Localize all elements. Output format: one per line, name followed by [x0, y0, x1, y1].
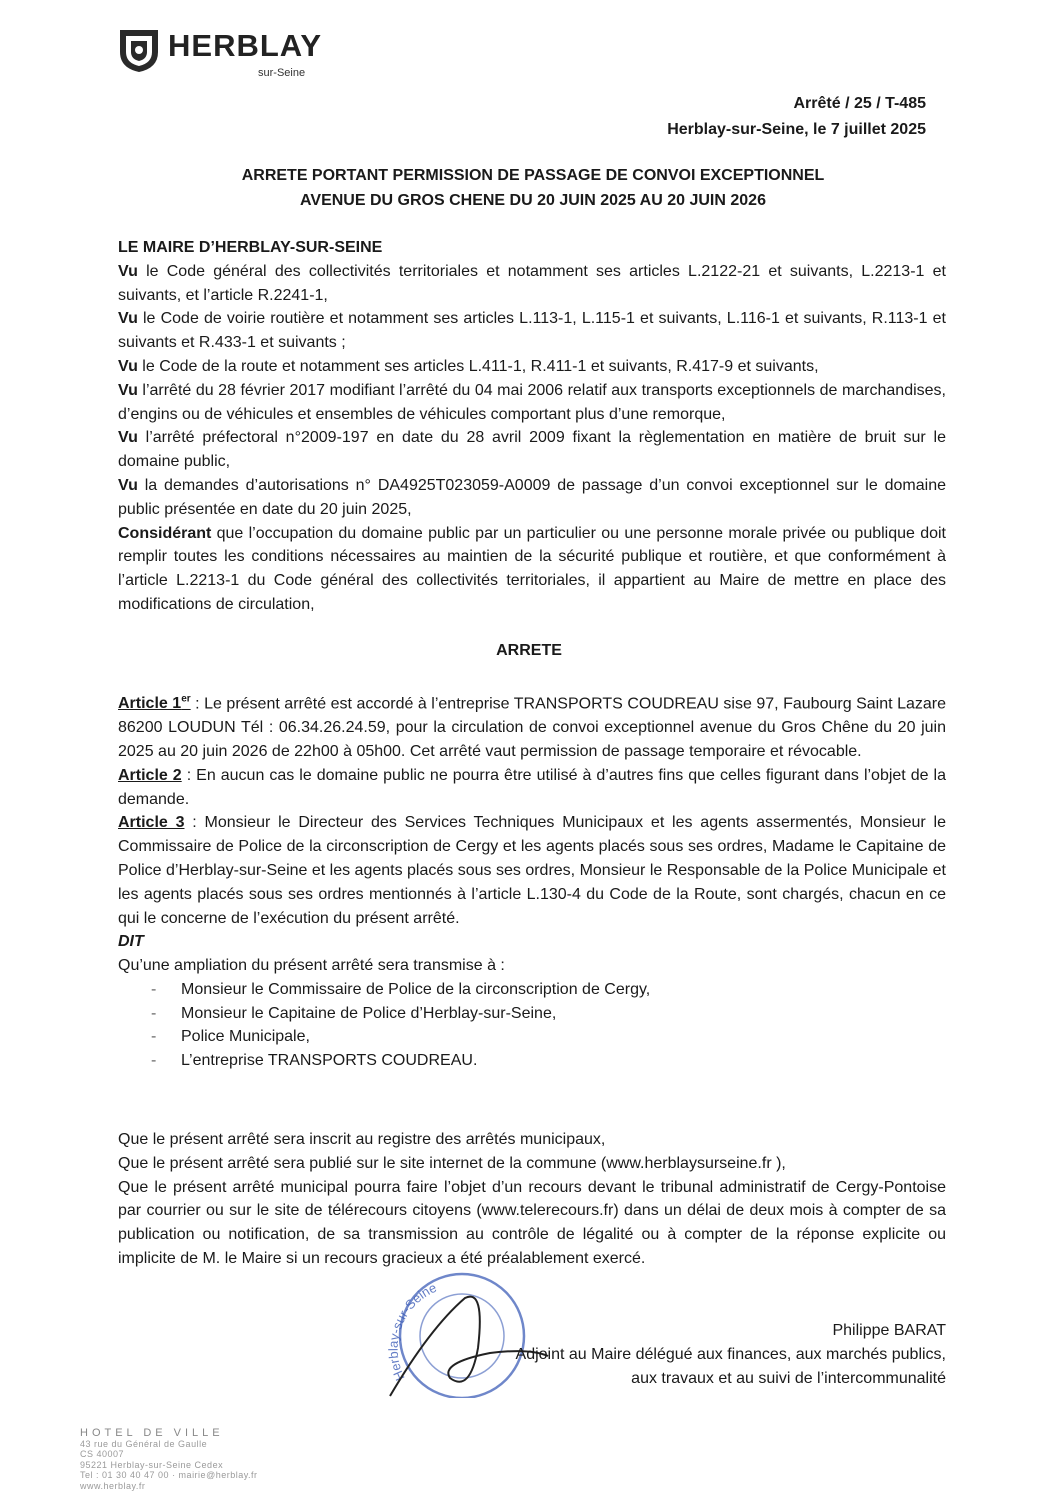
city-crest-icon: [116, 26, 162, 74]
stamp-text: Herblay-sur-Seine: [385, 1279, 439, 1384]
vu-paragraph: [118, 426, 946, 474]
footer-line: 95221 Herblay-sur-Seine Cedex: [80, 1459, 224, 1470]
closing-paragraph: Que le présent arrêté sera publié sur le site internet de la commune (www.herblaysurseine.fr ),: [118, 1154, 786, 1172]
closing: [118, 1128, 946, 1271]
vu-paragraph: [118, 260, 946, 308]
article-3-text: : Monsieur le Directeur des Services Techniques Municipaux et les agents assermentés, Monsieur le Commissaire de Police de la circonscription de Cergy et les agents placés sous ses ordres, Madame le Capitaine de Police d’Herblay-sur-Seine et les agents placés sous ses ordres, Monsieur le Responsable de la Police Municipale et les agents placés sous ses ordres mentionnés à l’article L.130-4 du Code de la Route, sont chargés, chacun en ce qui le concerne de l’exécution du présent arrêté.: [118, 814, 946, 927]
vu-text: le Code de la route et notamment ses articles L.411-1, R.411-1 et suivants, R.417-9 et suivants,: [137, 357, 819, 375]
signature-block: [516, 1319, 946, 1391]
logo-name: HERBLAY: [168, 28, 322, 63]
svg-text:Herblay-sur-Seine: [386, 1280, 439, 1383]
place-date: Herblay-sur-Seine, le 7 juillet 2025: [667, 121, 926, 138]
article-3: [118, 811, 946, 930]
vu-label: Vu: [118, 262, 138, 280]
vu-paragraph: [118, 379, 946, 427]
signatory-role: Adjoint au Maire délégué aux finances, aux marchés publics,: [515, 1346, 946, 1363]
vu-label: Vu: [118, 429, 138, 447]
vu-text: le Code général des collectivités territoriales et notamment ses articles L.2122-21 et suivants, L.2213-1 et suivants, et l’article R.2241-1,: [118, 262, 946, 304]
footer-line: 43 rue du Général de Gaulle: [80, 1438, 208, 1449]
title-line-1: ARRETE PORTANT PERMISSION DE PASSAGE DE CONVOI EXCEPTIONNEL: [241, 167, 825, 184]
dit-intro: Qu’une ampliation du présent arrêté sera transmise à :: [118, 957, 505, 975]
arrete-heading: ARRETE: [496, 642, 562, 659]
signatory-role: aux travaux et au suivi de l’intercommunalité: [631, 1370, 946, 1387]
vu-paragraph: [118, 307, 946, 355]
vu-text: l’arrêté préfectoral n°2009-197 en date du 28 avril 2009 fixant la règlementation en matière de bruit sur le domaine public,: [118, 429, 946, 471]
vu-text: la demandes d’autorisations n° DA4925T023059-A0009 de passage d’un convoi exceptionnel sur le domaine public présentée en date du 20 juin 2025,: [118, 476, 946, 518]
considerant-paragraph: [118, 522, 946, 617]
footer-line: Tel : 01 30 40 47 00 · mairie@herblay.fr: [80, 1470, 258, 1480]
footer-line: CS 40007: [80, 1449, 125, 1459]
article-1-text: : Le présent arrêté est accordé à l’entreprise TRANSPORTS COUDREAU sise 97, Faubourg Saint Lazare 86200 LOUDUN Tél : 06.34.26.24.59, pour la circulation de convoi exceptionnel avenue du Gros Chêne du 20 juin 2025 au 20 juin 2026 de 22h00 à 05h00. Cet arrêté vaut permission de passage temporaire et révocable.: [118, 695, 946, 760]
article-1-sup: er: [181, 694, 191, 705]
article-1-label: [118, 695, 191, 712]
footer-heading: HOTEL DE VILLE: [80, 1427, 224, 1439]
article-2-text: : En aucun cas le domaine public ne pourra être utilisé à d’autres fins que celles figurant dans l’objet de la demande.: [118, 766, 947, 808]
list-item: - Monsieur le Capitaine de Police d’Herblay-sur-Seine,: [118, 1002, 946, 1026]
vu-paragraph: [118, 355, 946, 379]
herblay-logo: [116, 24, 346, 84]
vu-text: le Code de voirie routière et notamment ses articles L.113-1, L.115-1 et suivants, L.116-1 et suivants, R.113-1 et suivants et R.433-1 et suivants ;: [118, 310, 946, 352]
article-3-label: Article 3: [118, 814, 185, 832]
article-2: [118, 764, 946, 812]
authority: LE MAIRE D’HERBLAY-SUR-SEINE: [118, 239, 383, 256]
article-1: [118, 688, 946, 764]
title-line-2: AVENUE DU GROS CHENE DU 20 JUIN 2025 AU 20 JUIN 2026: [300, 192, 766, 209]
preamble: [118, 236, 946, 617]
vu-text: l’arrêté du 28 février 2017 modifiant l’arrêté du 04 mai 2006 relatif aux transports exceptionnels de marchandises, d’engins ou de véhicules et ensembles de véhicules comportant plus d’une remorque,: [118, 381, 946, 423]
list-item: - Police Municipale,: [118, 1025, 946, 1049]
vu-label: Vu: [118, 357, 138, 375]
articles: [118, 688, 946, 1073]
vu-label: Vu: [118, 381, 138, 399]
closing-paragraph: Que le présent arrêté municipal pourra faire l’objet d’un recours devant le tribunal administratif de Cergy-Pontoise par courrier ou sur le site de télérecours citoyens (www.telerecours.fr) dans un délai de deux mois à compter de sa publication ou notification, de sa transmission au contrôle de légalité ou à compter de la réponse explicite ou implicite de M. le Maire si un recours gracieux a été préalablement exercé.: [118, 1178, 946, 1267]
signatory-name: Philippe BARAT: [832, 1322, 946, 1339]
reference-block: [667, 91, 926, 143]
vu-label: Vu: [118, 476, 138, 494]
vu-label: Vu: [118, 310, 138, 328]
considerant-label: Considérant: [118, 524, 212, 542]
vu-paragraph: [118, 474, 946, 522]
recipient-list: [118, 978, 946, 1073]
considerant-text: que l’occupation du domaine public par un particulier ou une personne morale privée ou publique doit remplir toutes les conditions nécessaires au maintien de la sécurité publique et routière, et que conformément à l’article L.2213-1 du Code général des collectivités territoriales, il appartient au Maire de mettre en place des modifications de circulation,: [118, 524, 946, 613]
document-title: [0, 163, 1058, 213]
article-2-label: Article 2: [118, 766, 182, 784]
logo-subtitle: sur-Seine: [258, 67, 306, 79]
article-1-label-text: Article 1: [118, 695, 182, 713]
footer-address: [80, 1428, 258, 1491]
dit-label: DIT: [118, 933, 144, 951]
arrete-number: Arrêté / 25 / T-485: [793, 95, 926, 112]
footer-line: www.herblay.fr: [80, 1480, 146, 1491]
closing-paragraph: Que le présent arrêté sera inscrit au registre des arrêtés municipaux,: [118, 1131, 606, 1148]
list-item: - Monsieur le Commissaire de Police de la circonscription de Cergy,: [118, 978, 946, 1002]
list-item: - L’entreprise TRANSPORTS COUDREAU.: [118, 1049, 946, 1073]
